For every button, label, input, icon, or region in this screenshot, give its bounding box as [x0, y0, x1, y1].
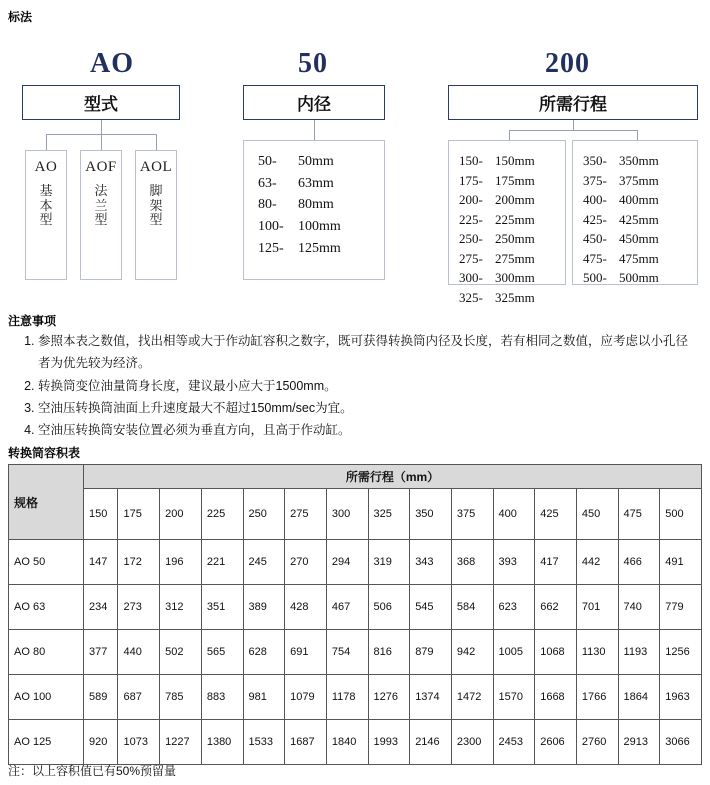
col-header: 425	[535, 489, 577, 540]
type-code: AO	[34, 159, 58, 175]
stroke-row	[449, 268, 565, 288]
connector-stroke-stem	[573, 120, 574, 130]
stroke-row	[449, 210, 565, 230]
cell: 147	[84, 540, 118, 585]
type-box-aof	[80, 150, 122, 280]
table-row	[9, 585, 702, 630]
stroke-code: 325-	[459, 289, 483, 305]
stroke-value: 175mm	[495, 172, 535, 188]
row-label: AO 63	[9, 585, 84, 630]
connector-type-2	[101, 134, 102, 150]
cell: 1864	[618, 675, 660, 720]
cell: 196	[160, 540, 202, 585]
col-header: 450	[576, 489, 618, 540]
cell: 2300	[451, 720, 493, 765]
stroke-list-left	[448, 140, 566, 305]
cell: 545	[410, 585, 452, 630]
col-header: 200	[160, 489, 202, 540]
cell: 3066	[660, 720, 702, 765]
row-label: AO 80	[9, 630, 84, 675]
stroke-value: 350mm	[619, 153, 659, 168]
bore-value: 50mm	[298, 154, 334, 169]
stroke-code: 350-	[583, 153, 607, 168]
stroke-value: 325mm	[495, 289, 535, 305]
connector-type-1	[46, 134, 47, 150]
volume-table	[8, 464, 702, 765]
bore-list	[243, 140, 385, 280]
bore-value: 63mm	[298, 175, 334, 191]
stroke-code: 200-	[459, 192, 483, 207]
cell: 623	[493, 585, 535, 630]
bore-value: 100mm	[298, 219, 341, 235]
bore-code: 63-	[258, 175, 277, 191]
stroke-list-right	[572, 140, 698, 285]
col-header: 225	[201, 489, 243, 540]
row-label: AO 50	[9, 540, 84, 585]
cell: 1668	[535, 675, 577, 720]
cell: 1963	[660, 675, 702, 720]
stroke-code: 275-	[459, 250, 483, 266]
connector-stroke-1	[509, 130, 510, 140]
cell: 417	[535, 540, 577, 585]
stroke-code: 400-	[583, 192, 607, 207]
cell: 691	[285, 630, 327, 675]
col-header: 150	[84, 489, 118, 540]
cell: 1766	[576, 675, 618, 720]
stroke-code: 150-	[459, 153, 483, 168]
col-header: 350	[410, 489, 452, 540]
stroke-code: 500-	[583, 270, 607, 285]
cell: 467	[326, 585, 368, 630]
cell: 1068	[535, 630, 577, 675]
cell: 879	[410, 630, 452, 675]
stroke-value: 400mm	[619, 192, 659, 207]
cell: 1380	[201, 720, 243, 765]
stroke-row	[449, 229, 565, 249]
code-label-bore: 50	[298, 48, 328, 79]
cell: 442	[576, 540, 618, 585]
stroke-value: 375mm	[619, 172, 659, 188]
cell: 319	[368, 540, 410, 585]
connector-type-stem	[101, 120, 102, 134]
cell: 1472	[451, 675, 493, 720]
code-label-type: AO	[90, 48, 134, 79]
cell: 368	[451, 540, 493, 585]
cell: 221	[201, 540, 243, 585]
type-name: 法兰型	[94, 183, 108, 228]
stroke-row	[449, 190, 565, 210]
stroke-code: 375-	[583, 172, 607, 188]
col-header: 475	[618, 489, 660, 540]
cell: 506	[368, 585, 410, 630]
stroke-value: 300mm	[495, 270, 535, 285]
header-spec: 规格	[9, 465, 84, 540]
row-label: AO 100	[9, 675, 84, 720]
cell: 687	[118, 675, 160, 720]
cell: 343	[410, 540, 452, 585]
cell: 589	[84, 675, 118, 720]
table-row	[9, 675, 702, 720]
cell: 628	[243, 630, 285, 675]
cell: 1993	[368, 720, 410, 765]
cell: 2453	[493, 720, 535, 765]
type-box-ao	[25, 150, 67, 280]
table-row	[9, 540, 702, 585]
type-name: 基本型	[39, 183, 53, 228]
stroke-value: 425mm	[619, 211, 659, 227]
stroke-value: 275mm	[495, 250, 535, 266]
col-header: 375	[451, 489, 493, 540]
stroke-row	[449, 151, 565, 171]
bore-code: 80-	[258, 197, 277, 213]
code-label-stroke: 200	[545, 48, 590, 79]
col-header: 325	[368, 489, 410, 540]
type-name: 脚架型	[149, 183, 163, 228]
cell: 584	[451, 585, 493, 630]
stroke-value: 200mm	[495, 192, 535, 207]
stroke-value: 500mm	[619, 270, 659, 285]
cell: 920	[84, 720, 118, 765]
cell: 740	[618, 585, 660, 630]
cell: 245	[243, 540, 285, 585]
bore-row	[244, 194, 384, 216]
stroke-code: 175-	[459, 172, 483, 188]
cell: 234	[84, 585, 118, 630]
cell: 1276	[368, 675, 410, 720]
type-code: AOF	[85, 159, 117, 175]
cell: 294	[326, 540, 368, 585]
stroke-code: 300-	[459, 270, 483, 285]
section-title-naming: 标法	[8, 10, 33, 24]
type-code: AOL	[139, 159, 173, 175]
cell: 1130	[576, 630, 618, 675]
cell: 466	[618, 540, 660, 585]
stroke-code: 425-	[583, 211, 607, 227]
section-title-notes: 注意事项	[8, 314, 57, 328]
stroke-row	[449, 288, 565, 308]
stroke-value: 225mm	[495, 211, 535, 227]
stroke-row	[573, 268, 697, 288]
stroke-row	[573, 210, 697, 230]
cell: 270	[285, 540, 327, 585]
cell: 491	[660, 540, 702, 585]
cell: 816	[368, 630, 410, 675]
row-label: AO 125	[9, 720, 84, 765]
type-box-aol	[135, 150, 177, 280]
connector-bore-stem	[314, 120, 315, 140]
col-header: 175	[118, 489, 160, 540]
bore-code: 50-	[258, 154, 277, 169]
cell: 1687	[285, 720, 327, 765]
cell: 779	[660, 585, 702, 630]
note-item: 4. 空油压转换筒安装位置必须为垂直方向，且高于作动缸。	[38, 419, 698, 441]
cell: 389	[243, 585, 285, 630]
header-box-stroke: 所需行程	[448, 85, 698, 120]
cell: 1256	[660, 630, 702, 675]
stroke-row	[573, 249, 697, 269]
cell: 2146	[410, 720, 452, 765]
cell: 428	[285, 585, 327, 630]
cell: 2913	[618, 720, 660, 765]
cell: 1374	[410, 675, 452, 720]
bore-row	[244, 238, 384, 260]
note-item: 3. 空油压转换筒油面上升速度最大不超过150mm/sec为宜。	[38, 397, 698, 419]
cell: 312	[160, 585, 202, 630]
stroke-value: 475mm	[619, 250, 659, 266]
stroke-code: 250-	[459, 231, 483, 246]
table-row	[9, 630, 702, 675]
stroke-value: 450mm	[619, 231, 659, 246]
section-title-table: 转换筒容积表	[8, 446, 81, 460]
cell: 942	[451, 630, 493, 675]
cell: 172	[118, 540, 160, 585]
notes-list	[8, 330, 698, 441]
table-header-row	[9, 465, 702, 489]
stroke-row	[573, 229, 697, 249]
cell: 393	[493, 540, 535, 585]
bore-code: 125-	[258, 240, 284, 256]
col-header: 275	[285, 489, 327, 540]
cell: 1005	[493, 630, 535, 675]
cell: 502	[160, 630, 202, 675]
cell: 662	[535, 585, 577, 630]
table-row	[9, 720, 702, 765]
bore-value: 80mm	[298, 197, 334, 213]
cell: 1227	[160, 720, 202, 765]
bore-value: 125mm	[298, 240, 341, 256]
volume-table-wrap	[8, 464, 702, 765]
cell: 1570	[493, 675, 535, 720]
cell: 351	[201, 585, 243, 630]
bore-row	[244, 151, 384, 173]
bore-row	[244, 173, 384, 195]
cell: 701	[576, 585, 618, 630]
stroke-value: 250mm	[495, 231, 535, 246]
cell: 883	[201, 675, 243, 720]
col-header: 250	[243, 489, 285, 540]
stroke-code: 475-	[583, 250, 607, 266]
cell: 1533	[243, 720, 285, 765]
stroke-row	[573, 190, 697, 210]
table-footnote: 注：以上容积值已有50%预留量	[8, 764, 177, 778]
cell: 785	[160, 675, 202, 720]
cell: 1178	[326, 675, 368, 720]
bore-code: 100-	[258, 219, 284, 235]
connector-stroke-bar	[509, 130, 637, 131]
note-item: 2. 转换筒变位油量筒身长度，建议最小应大于1500mm。	[38, 375, 698, 397]
bore-row	[244, 216, 384, 238]
connector-type-3	[156, 134, 157, 150]
cell: 565	[201, 630, 243, 675]
cell: 754	[326, 630, 368, 675]
connector-stroke-2	[637, 130, 638, 140]
stroke-value: 150mm	[495, 153, 535, 168]
stroke-code: 450-	[583, 231, 607, 246]
stroke-row	[573, 171, 697, 191]
col-header: 300	[326, 489, 368, 540]
cell: 1193	[618, 630, 660, 675]
note-item: 1. 参照本表之数值，找出相等或大于作动缸容积之数字，既可获得转换筒内径及长度，若有相同之数值，应考虑以小孔径者为优先较为经济。	[38, 330, 698, 375]
cell: 2606	[535, 720, 577, 765]
col-header: 500	[660, 489, 702, 540]
table-subheader-row	[9, 489, 702, 540]
stroke-code: 225-	[459, 211, 483, 227]
cell: 377	[84, 630, 118, 675]
stroke-row	[573, 151, 697, 171]
cell: 2760	[576, 720, 618, 765]
naming-diagram	[0, 30, 710, 305]
cell: 1079	[285, 675, 327, 720]
header-box-bore: 内径	[243, 85, 385, 120]
header-box-type: 型式	[22, 85, 180, 120]
stroke-row	[449, 249, 565, 269]
col-header: 400	[493, 489, 535, 540]
cell: 273	[118, 585, 160, 630]
cell: 1073	[118, 720, 160, 765]
stroke-row	[449, 171, 565, 191]
cell: 440	[118, 630, 160, 675]
cell: 1840	[326, 720, 368, 765]
header-stroke: 所需行程（mm）	[84, 465, 702, 489]
cell: 981	[243, 675, 285, 720]
